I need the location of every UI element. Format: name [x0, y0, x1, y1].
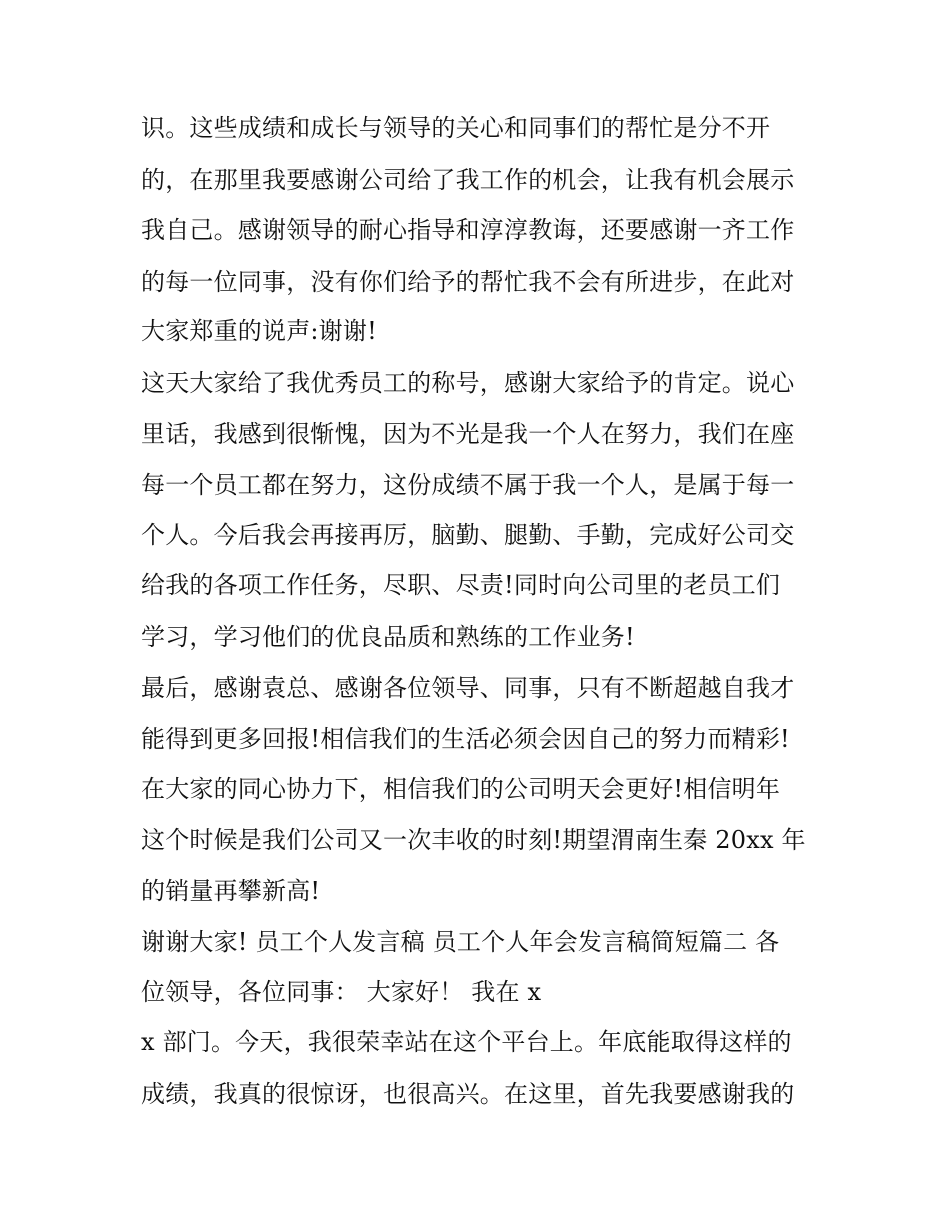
- text-line: 能得到更多回报!相信我们的生活必须会因自己的努力而精彩!: [141, 725, 790, 753]
- text-line: 最后，感谢袁总、感谢各位领导、同事，只有不断超越自我才: [141, 674, 795, 702]
- text-line: 位领导，各位同事： 大家好！ 我在 x: [141, 978, 542, 1006]
- text-line: 成绩，我真的很惊讶，也很高兴。在这里，首先我要感谢我的: [141, 1080, 795, 1108]
- text-line: 的每一位同事，没有你们给予的帮忙我不会有所进步，在此对: [141, 268, 795, 296]
- text-line: 谢谢大家! 员工个人发言稿 员工个人年会发言稿简短篇二 各: [141, 928, 780, 956]
- text-line: 这个时候是我们公司又一次丰收的时刻!期望渭南生秦 20xx 年: [141, 826, 806, 854]
- text-line: 的销量再攀新高!: [141, 877, 321, 905]
- text-line: 给我的各项工作任务，尽职、尽责!同时向公司里的老员工们: [141, 571, 781, 599]
- text-line: 个人。今后我会再接再厉，脑勤、腿勤、手勤，完成好公司交: [141, 521, 795, 549]
- text-line: 每一个员工都在努力，这份成绩不属于我一个人，是属于每一: [141, 471, 795, 499]
- text-line: x 部门。今天，我很荣幸站在这个平台上。年底能取得这样的: [141, 1028, 792, 1056]
- text-line: 我自己。感谢领导的耐心指导和淳淳教诲，还要感谢一齐工作: [141, 216, 795, 244]
- text-line: 识。这些成绩和成长与领导的关心和同事们的帮忙是分不开: [141, 114, 771, 142]
- text-line: 大家郑重的说声:谢谢!: [141, 317, 377, 345]
- text-line: 学习，学习他们的优良品质和熟练的工作业务!: [141, 623, 635, 651]
- text-line: 在大家的同心协力下，相信我们的公司明天会更好!相信明年: [141, 775, 781, 803]
- text-line: 里话，我感到很惭愧，因为不光是我一个人在努力，我们在座: [141, 420, 795, 448]
- text-line: 这天大家给了我优秀员工的称号，感谢大家给予的肯定。说心: [141, 369, 795, 397]
- text-line: 的，在那里我要感谢公司给了我工作的机会，让我有机会展示: [141, 166, 795, 194]
